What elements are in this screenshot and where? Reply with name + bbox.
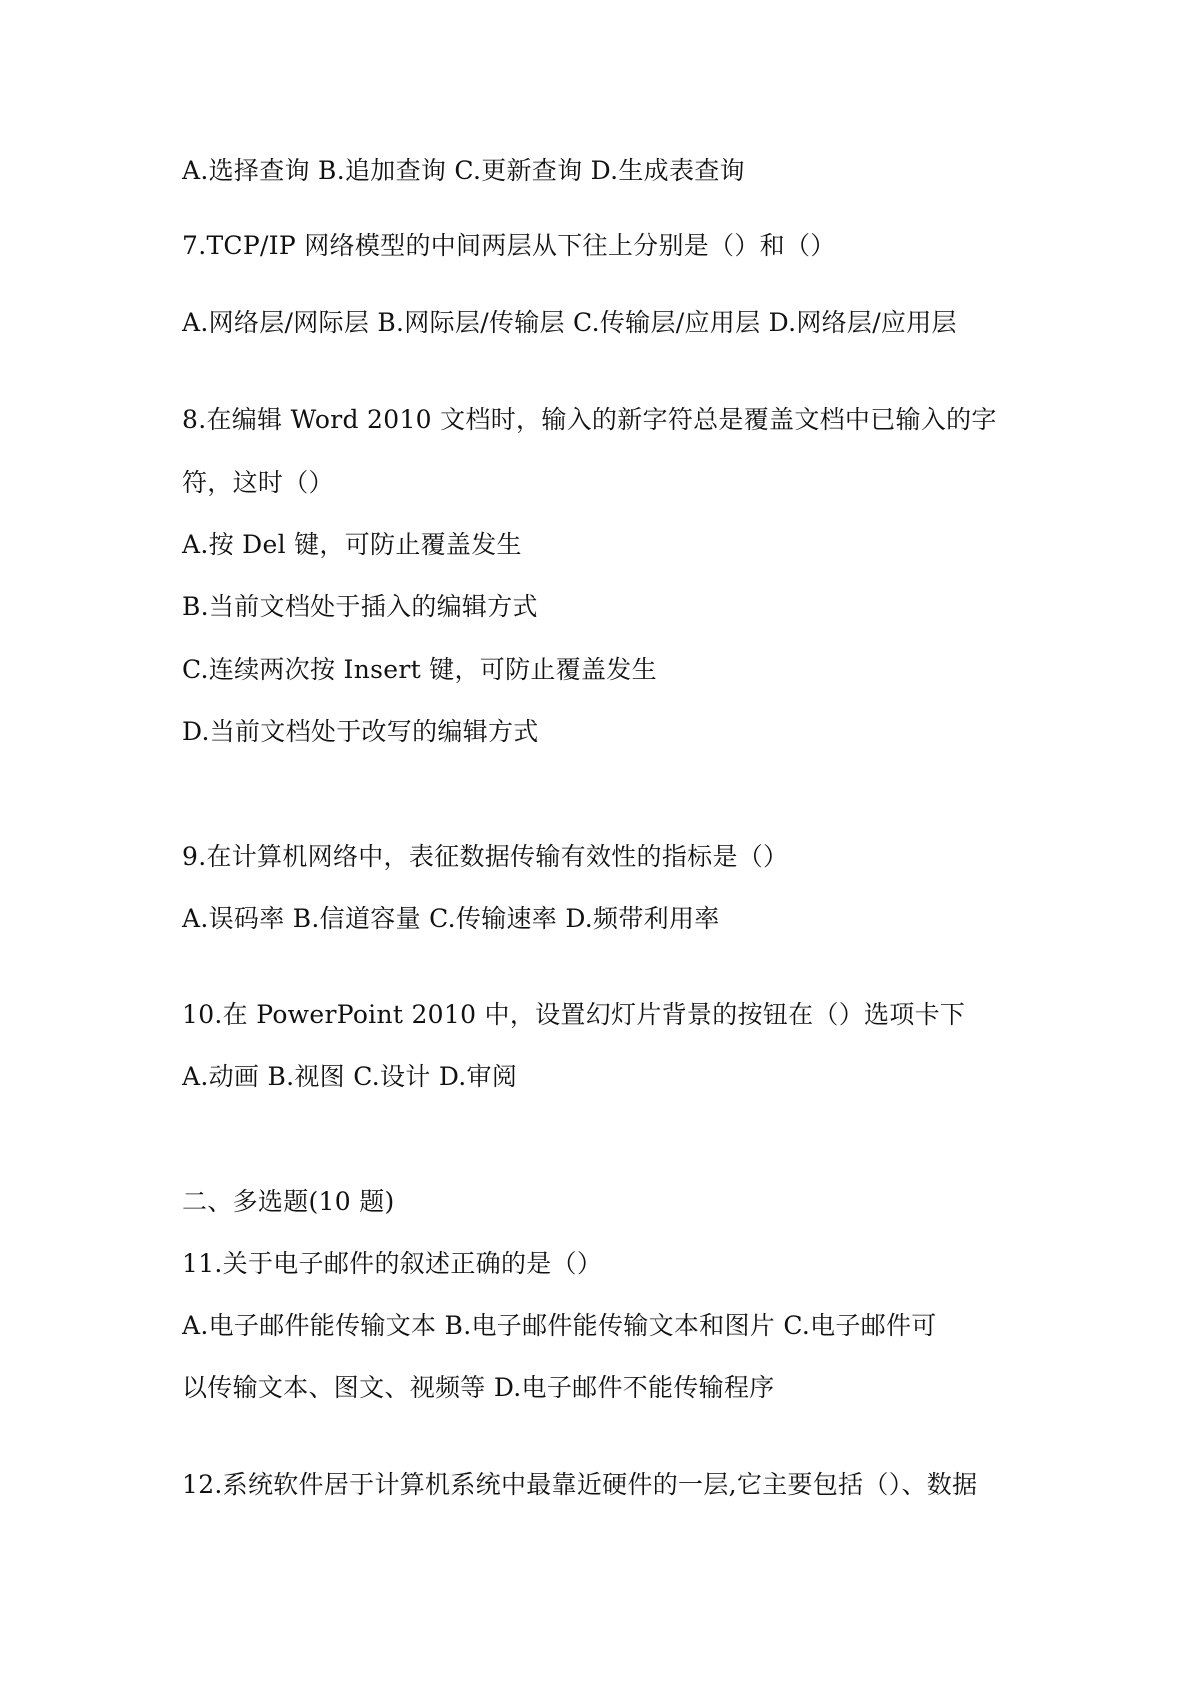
q10-options: A.动画 B.视图 C.设计 D.审阅 <box>182 1062 518 1091</box>
q10-question-stem: 10.在 PowerPoint 2010 中，设置幻灯片背景的按钮在（）选项卡下 <box>182 1000 966 1029</box>
q11-options: A.电子邮件能传输文本 B.电子邮件能传输文本和图片 C.电子邮件可 <box>182 1311 937 1340</box>
q6-options: A.选择查询 B.追加查询 C.更新查询 D.生成表查询 <box>182 156 745 185</box>
q11-question-stem: 11.关于电子邮件的叙述正确的是（） <box>182 1249 603 1278</box>
q8-option-d: D.当前文档处于改写的编辑方式 <box>182 717 539 746</box>
q8-option-c: C.连续两次按 Insert 键，可防止覆盖发生 <box>182 655 657 684</box>
q7-options: A.网络层/网际层 B.网际层/传输层 C.传输层/应用层 D.网络层/应用层 <box>182 308 957 337</box>
section-heading: 二、多选题(10 题) <box>182 1187 395 1216</box>
q9-question-stem: 9.在计算机网络中，表征数据传输有效性的指标是（） <box>182 842 789 871</box>
q8-option-a: A.按 Del 键，可防止覆盖发生 <box>182 530 522 559</box>
q7-question-stem: 7.TCP/IP 网络模型的中间两层从下往上分别是（）和（） <box>182 231 836 260</box>
q8-question-stem: 8.在编辑 Word 2010 文档时，输入的新字符总是覆盖文档中已输入的字 <box>182 405 997 434</box>
q8-question-stem-continued: 符，这时（） <box>182 468 334 497</box>
q8-option-b: B.当前文档处于插入的编辑方式 <box>182 592 538 621</box>
q12-question-stem: 12.系统软件居于计算机系统中最靠近硬件的一层,它主要包括（）、数据 <box>182 1470 978 1499</box>
q11-options-continued: 以传输文本、图文、视频等 D.电子邮件不能传输程序 <box>182 1373 775 1402</box>
q9-options: A.误码率 B.信道容量 C.传输速率 D.频带利用率 <box>182 904 720 933</box>
